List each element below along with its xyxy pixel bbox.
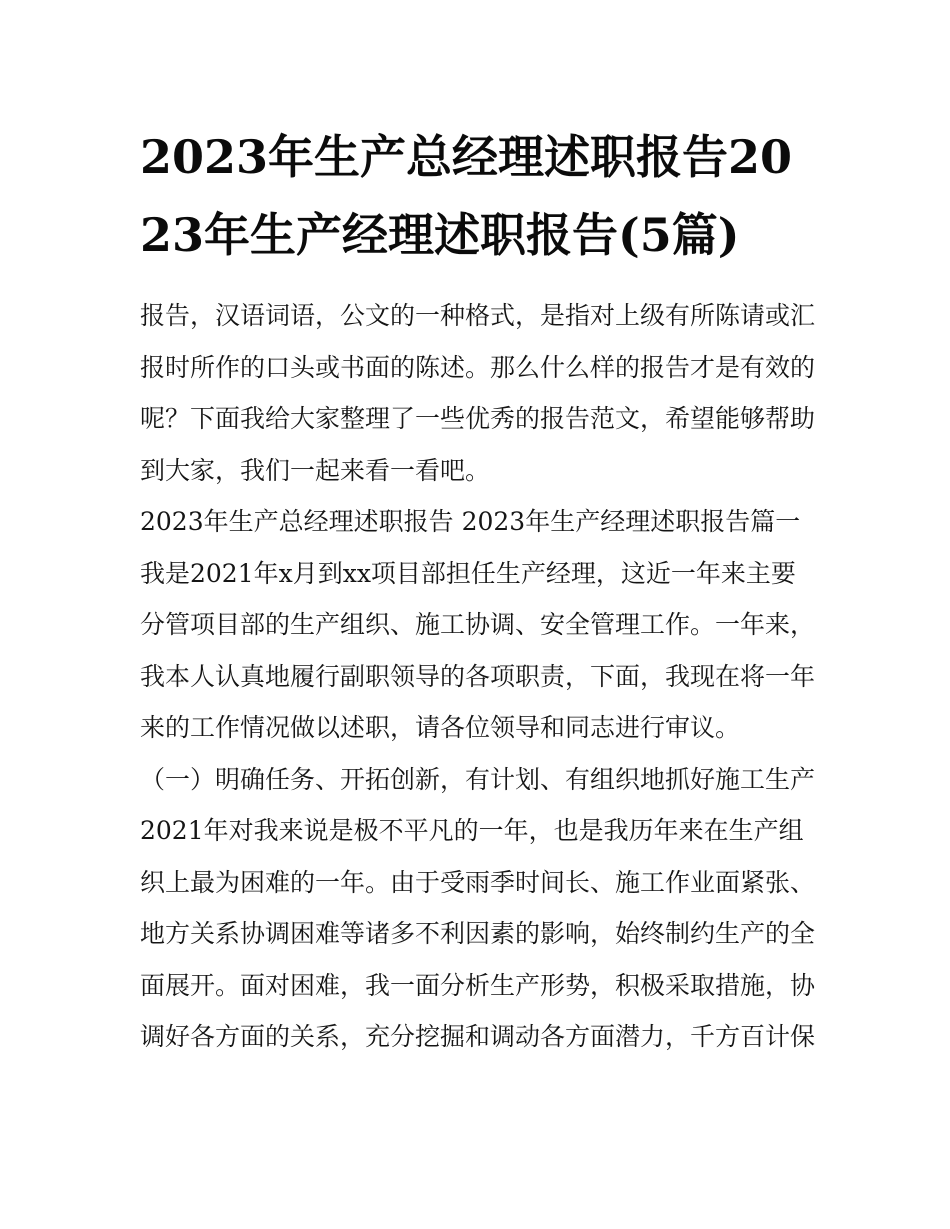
- body-paragraph: 2021年对我来说是极不平凡的一年，也是我历年来在生产组织上最为困难的一年。由于受雨季时间长、施工作业面紧张、地方关系协调困难等诸多不利因素的影响，始终制约生产的全面展开。面对困难，我一面分析生产形势，积极采取措施，协调好各方面的关系，充分挖掘和调动各方面潜力，千方百计保: [140, 816, 816, 1051]
- section-heading: 2023年生产总经理述职报告 2023年生产经理述职报告篇一: [140, 507, 801, 536]
- subsection-heading: （一）明确任务、开拓创新，有计划、有组织地抓好施工生产: [140, 764, 816, 794]
- document-page: [140, 118, 820, 1063]
- body-paragraph: 我是2021年x月到xx项目部担任生产经理，这近一年来主要分管项目部的生产组织、施工协调、安全管理工作。一年来，我本人认真地履行副职领导的各项职责，下面，我现在将一年来的工作情况做以述职，请各位领导和同志进行审议。: [140, 558, 816, 742]
- intro-paragraph: 报告，汉语词语，公文的一种格式，是指对上级有所陈请或汇报时所作的口头或书面的陈述。那么什么样的报告才是有效的呢？下面我给大家整理了一些优秀的报告范文，希望能够帮助到大家，我们一起来看一看吧。: [140, 301, 816, 485]
- document-title: 2023年生产总经理述职报告2023年生产经理述职报告(5篇): [140, 130, 793, 262]
